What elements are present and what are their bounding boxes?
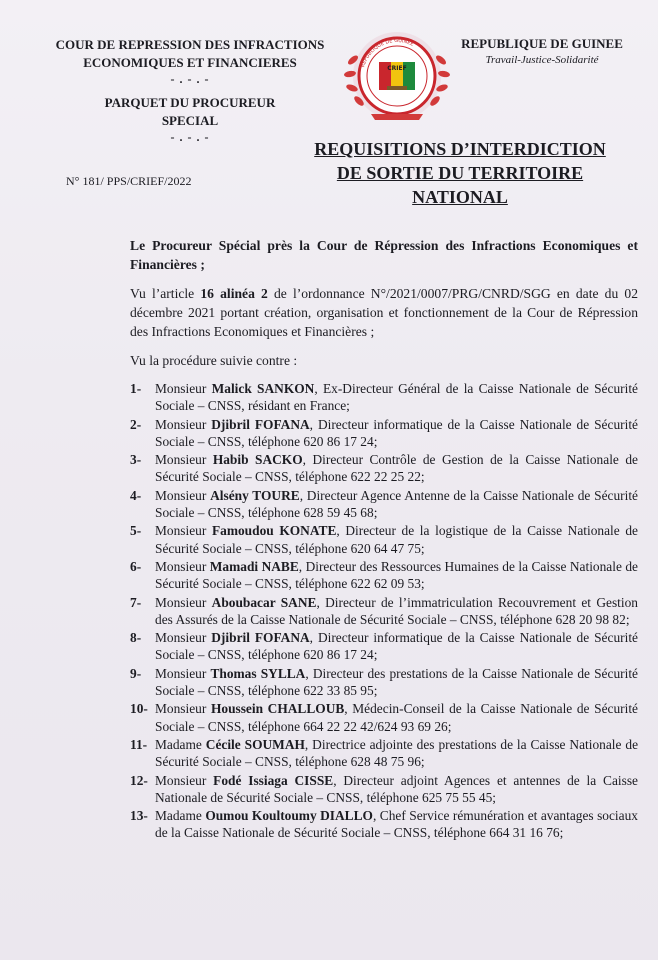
- header-separator-2: - . - . -: [170, 130, 210, 144]
- list-item: [130, 772, 638, 807]
- person-description: , Médecin-Conseil de la Caisse Nationale de Sécurité Sociale – CNSS, téléphone 664 22 22 42/624 93 69 26;: [155, 701, 638, 734]
- list-item: [130, 629, 638, 664]
- list-item: [130, 558, 638, 593]
- person-name: Mamadi NABE: [209, 558, 299, 574]
- person-description: , Directeur de la logistique de la Caisse Nationale de Sécurité Sociale – CNSS, téléphone 620 64 47 75;: [155, 523, 638, 556]
- republic-header: [452, 36, 632, 66]
- court-name-line2: ECONOMIQUES ET FINANCIERES: [83, 55, 297, 70]
- list-item-number: 4-: [130, 487, 142, 503]
- person-title: Monsieur: [155, 381, 212, 396]
- article-prefix: Vu l’article: [130, 286, 201, 301]
- document-title: [290, 137, 630, 209]
- person-title: Monsieur: [155, 523, 212, 539]
- person-description: , Directeur des Ressources Humaines de la Caisse Nationale de Sécurité Sociale – CNSS, téléphone 622 62 09 53;: [155, 558, 638, 592]
- person-name: Thomas SYLLA: [210, 665, 306, 681]
- person-description: , Directeur de l’immatriculation Recouvrement et Gestion des Assurés de la Caisse Nationale de Sécurité Sociale – CNSS, téléphone 628 20 98 82;: [155, 594, 638, 627]
- title-line2: DE SORTIE DU TERRITOIRE: [336, 163, 584, 183]
- list-item: [130, 416, 638, 451]
- person-description: , Ex-Directeur Général de la Caisse Nationale de Sécurité Sociale – CNSS, résidant en France;: [155, 381, 638, 414]
- person-name: Djibril FOFANA: [211, 416, 310, 432]
- person-title: Monsieur: [155, 594, 212, 610]
- list-item: [130, 522, 638, 557]
- list-item-number: 10-: [130, 701, 148, 717]
- list-item-number: 1-: [130, 381, 142, 396]
- article-ref: 16 alinéa 2: [200, 286, 268, 301]
- seal-label: CRIEF: [387, 65, 407, 72]
- person-name: Aboubacar SANE: [211, 594, 317, 610]
- person-title: Madame: [155, 736, 206, 752]
- list-item: [130, 665, 638, 700]
- header-separator: - . - . -: [170, 72, 210, 86]
- person-name: Habib SACKO: [212, 452, 303, 468]
- parquet-line1: PARQUET DU PROCUREUR: [104, 95, 276, 110]
- person-title: Monsieur: [155, 630, 212, 646]
- person-description: , Directeur informatique de la Caisse Nationale de Sécurité Sociale – CNSS, téléphone 620 86 17 24;: [155, 416, 638, 449]
- list-item: [130, 487, 638, 522]
- court-name-line1: COUR DE REPRESSION DES INFRACTIONS: [55, 37, 325, 52]
- document-body: [130, 236, 638, 843]
- list-item: [130, 380, 638, 415]
- list-item: [130, 451, 638, 486]
- title-line1: REQUISITIONS D’INTERDICTION: [314, 139, 606, 159]
- person-title: Monsieur: [155, 487, 211, 503]
- person-description: , Directeur Contrôle de Gestion de la Caisse Nationale de Sécurité Sociale – CNSS, téléphone 622 22 25 22;: [155, 452, 638, 485]
- person-name: Cécile SOUMAH: [205, 736, 305, 752]
- person-description: , Chef Service rémunération et avantages sociaux de la Caisse Nationale de Sécurité Sociale – CNSS, téléphone 664 31 16 76;: [155, 808, 638, 841]
- person-title: Monsieur: [155, 772, 214, 788]
- list-item-number: 7-: [130, 594, 142, 610]
- person-name: Malick SANKON: [211, 381, 315, 396]
- person-title: Monsieur: [155, 665, 211, 681]
- seal-ring-text: REPUBLIQUE DE GUINEE: [360, 37, 415, 69]
- list-item: [130, 736, 638, 771]
- person-description: , Directeur des prestations de la Caisse Nationale de Sécurité Sociale – CNSS, téléphone 622 33 85 95;: [155, 665, 638, 699]
- list-item: [130, 594, 638, 629]
- list-item-number: 6-: [130, 558, 142, 574]
- parquet-line2: SPECIAL: [161, 113, 219, 128]
- list-item-number: 9-: [130, 665, 142, 681]
- person-name: Houssein CHALLOUB: [210, 701, 345, 717]
- reference-number: N° 181/ PPS/CRIEF/2022: [66, 174, 192, 188]
- list-item-number: 11-: [130, 736, 148, 752]
- procedure-paragraph: Vu la procédure suivie contre :: [130, 353, 298, 368]
- court-header: [40, 36, 340, 144]
- person-name: Oumou Koultoumy DIALLO: [205, 808, 373, 824]
- article-text: de l’ordonnance N°/2021/0007/PRG/CNRD/SGG en date du 02 décembre 2021 portant création, organisation et fonctionnement de la Cour de Répression des Infractions Economiques et Financières ;: [130, 286, 638, 339]
- list-item-number: 2-: [130, 416, 142, 432]
- list-item: [130, 700, 638, 735]
- list-item-number: 12-: [130, 772, 148, 788]
- person-name: Fodé Issiaga CISSE: [213, 772, 334, 788]
- person-title: Monsieur: [155, 452, 213, 468]
- person-name: Alsény TOURE: [210, 487, 300, 503]
- person-description: , Directeur informatique de la Caisse Nationale de Sécurité Sociale – CNSS, téléphone 620 86 17 24;: [155, 630, 638, 663]
- list-item-number: 3-: [130, 452, 142, 468]
- article-paragraph: [130, 284, 638, 341]
- republic-motto: Travail-Justice-Solidarité: [485, 54, 599, 66]
- list-item-number: 13-: [130, 808, 148, 824]
- person-description: , Directeur adjoint Agences et antennes de la Caisse Nationale de Sécurité Sociale – CNSS, téléphone 625 75 55 45;: [155, 772, 639, 805]
- list-item-number: 5-: [130, 523, 142, 539]
- person-title: Madame: [155, 808, 206, 824]
- person-title: Monsieur: [155, 558, 210, 574]
- person-name: Djibril FOFANA: [211, 630, 310, 646]
- person-name: Famoudou KONATE: [211, 523, 337, 539]
- person-description: , Directrice adjointe des prestations de la Caisse Nationale de Sécurité Sociale – CNSS, téléphone 628 48 75 96;: [155, 736, 639, 770]
- republic-name: REPUBLIQUE DE GUINEE: [461, 36, 623, 51]
- person-title: Monsieur: [155, 416, 212, 432]
- title-line3: NATIONAL: [412, 187, 508, 207]
- persons-list: [130, 380, 638, 842]
- crief-seal-icon: [341, 30, 453, 122]
- person-description: , Directeur Agence Antenne de la Caisse Nationale de Sécurité Sociale – CNSS, téléphone 628 59 45 68;: [155, 487, 639, 521]
- person-title: Monsieur: [155, 701, 211, 717]
- intro-paragraph: Le Procureur Spécial près la Cour de Répression des Infractions Economiques et Financières ;: [130, 238, 638, 272]
- list-item: [130, 807, 638, 842]
- list-item-number: 8-: [130, 630, 142, 646]
